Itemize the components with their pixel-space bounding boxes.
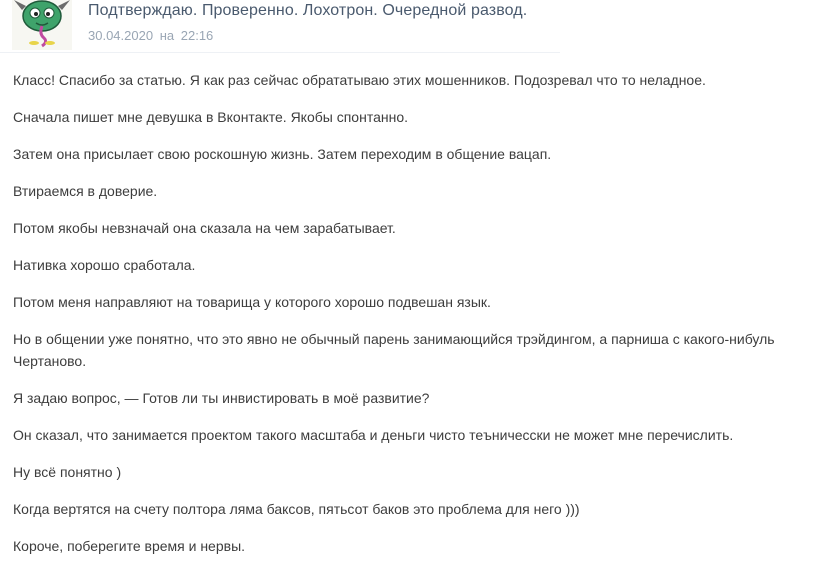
comment-paragraph: Класс! Спасибо за статью. Я как раз сейчас обрататываю этих мошенников. Подозревал что то неладное. — [13, 72, 706, 88]
comment-meta — [88, 28, 213, 43]
comment-date-separator: на — [159, 28, 175, 43]
green-monster-avatar-icon — [12, 0, 72, 50]
comment-paragraph: Ну всё понятно ) — [13, 464, 122, 480]
comment-paragraph: Втираемся в доверие. — [13, 183, 158, 199]
comment-paragraph: Потом меня направляют на товарища у которого хорошо подвешан язык. — [13, 294, 491, 310]
comment-body — [13, 69, 798, 567]
comment-header — [0, 0, 560, 53]
comment-paragraph: Затем она присылает свою роскошную жизнь. Затем переходим в общение вацап. — [13, 146, 552, 162]
comment-paragraph: Он сказал, что занимается проектом такого масштаба и деньги чисто теъничесски не может мне перечислить. — [13, 427, 734, 443]
avatar[interactable] — [12, 0, 72, 50]
comment-paragraph: Потом якобы невзначай она сказала на чем зарабатывает. — [13, 220, 396, 236]
comment-paragraph: Когда вертятся на счету полтора ляма баксов, пятьсот баков это проблема для него ))) — [13, 501, 580, 517]
comment-time[interactable]: 22:16 — [180, 28, 214, 43]
comment-paragraph: Короче, поберегите время и нервы. — [13, 538, 246, 554]
comment-paragraph: Сначала пишет мне девушка в Вконтакте. Якобы спонтанно. — [13, 109, 408, 125]
comment-paragraph: Но в общении уже понятно, что это явно не обычный парень занимающийся трэйдингом, а парниша с какого-нибуль Чертаново. — [13, 331, 775, 369]
comment-date[interactable]: 30.04.2020 — [88, 28, 154, 43]
comment-paragraph: Нативка хорошо сработала. — [13, 257, 196, 273]
comment-paragraph: Я задаю вопрос, — Готов ли ты инвистировать в моё развитие? — [13, 390, 430, 406]
comment-title: Подтверждаю. Проверенно. Лохотрон. Очередной развод. — [88, 2, 528, 19]
